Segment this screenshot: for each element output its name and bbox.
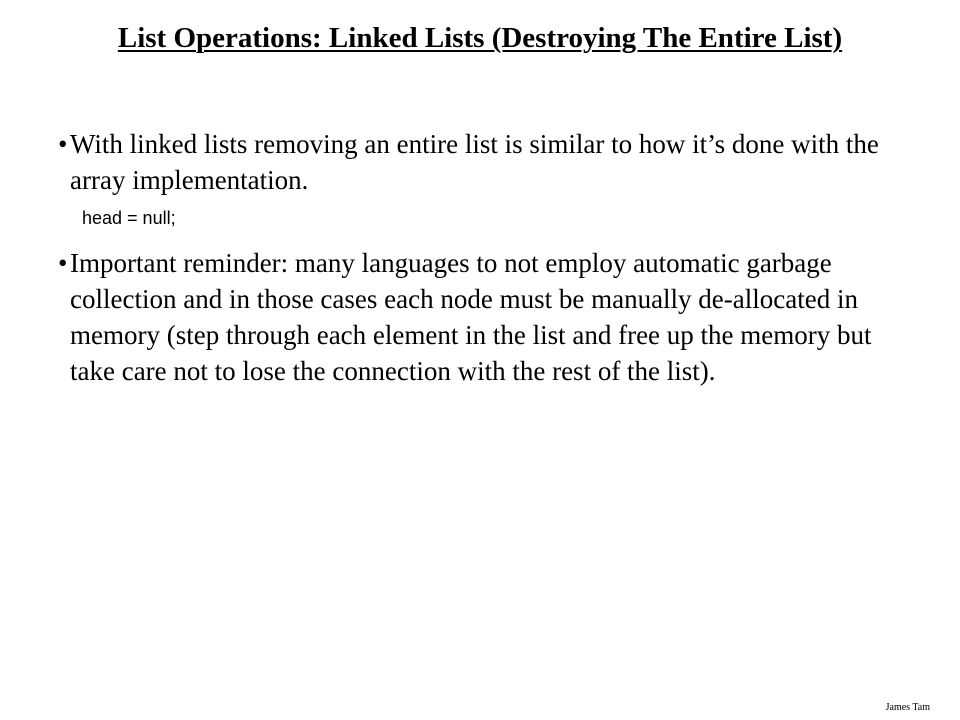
code-snippet: head = null; bbox=[82, 208, 176, 228]
bullet-item bbox=[58, 126, 918, 198]
bullet-text: With linked lists removing an entire list is similar to how it’s done with the array implementation. bbox=[70, 129, 879, 195]
bullet-text: Important reminder: many languages to not employ automatic garbage collection and in those cases each node must be manually de-allocated in memory (step through each element in the list and free up the memory but take care not to lose the connection with the rest of the list). bbox=[70, 248, 872, 386]
bullet-marker: • bbox=[58, 129, 68, 159]
bullet-marker: • bbox=[58, 248, 68, 278]
author-footer: James Tam bbox=[885, 702, 930, 713]
slide-title: List Operations: Linked Lists (Destroying The Entire List) bbox=[117, 22, 843, 54]
bullet-item bbox=[58, 245, 918, 389]
